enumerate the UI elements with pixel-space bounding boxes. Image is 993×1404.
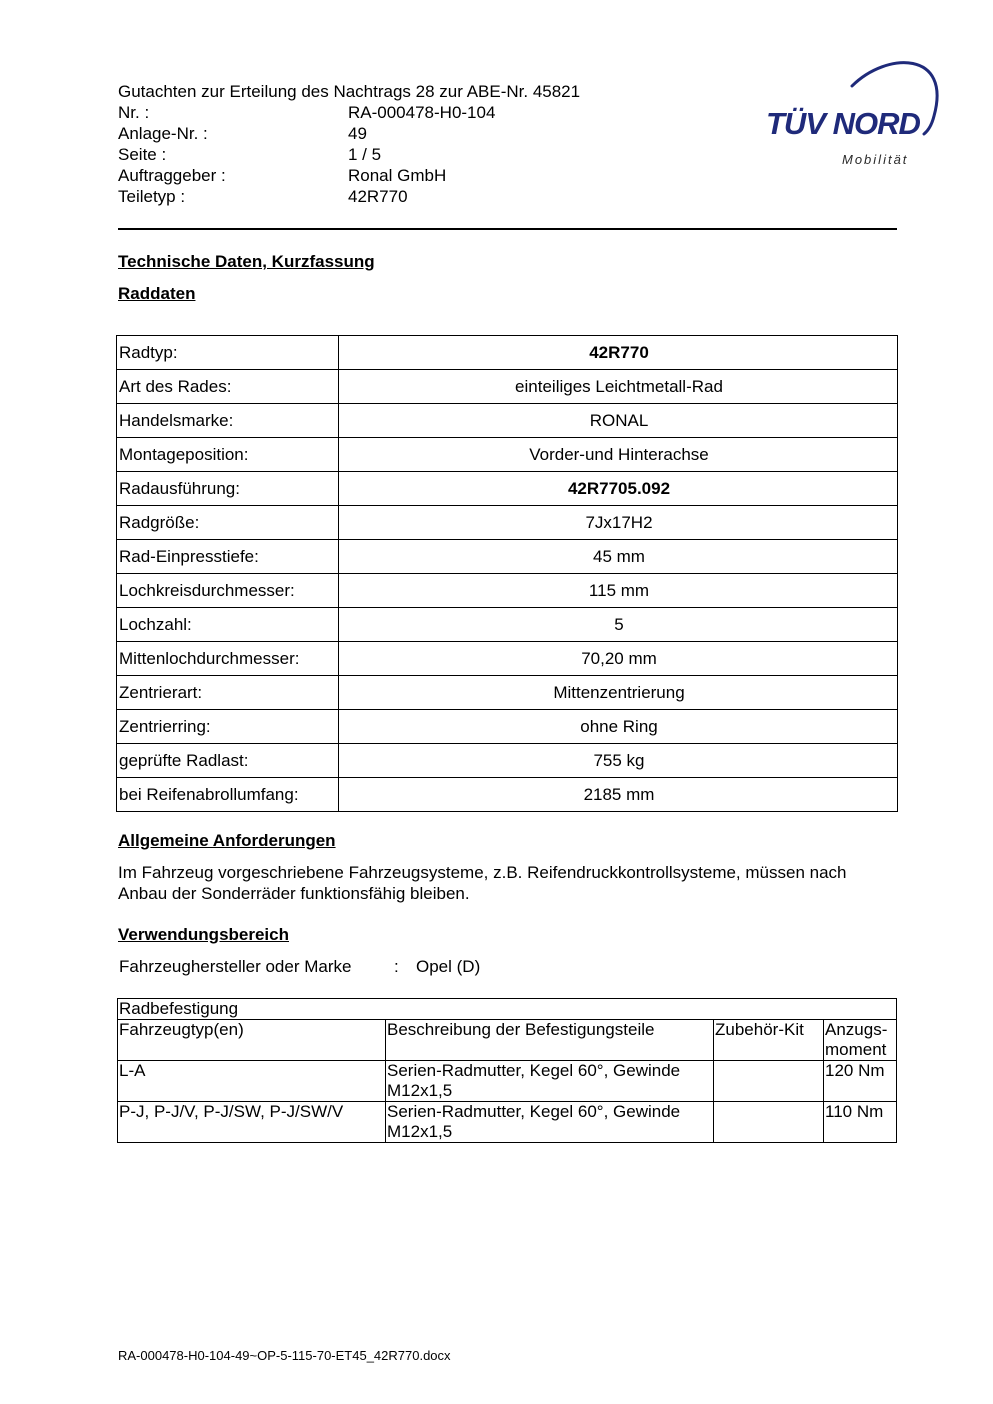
row-key: Art des Rades: bbox=[117, 370, 339, 404]
fixing-description: Serien-Radmutter, Kegel 60°, Gewinde M12x1,5 bbox=[386, 1102, 714, 1143]
row-key: Zentrierart: bbox=[117, 676, 339, 710]
table-row bbox=[118, 1102, 897, 1143]
column-header: Beschreibung der Befestigungsteile bbox=[386, 1020, 714, 1061]
table-row bbox=[117, 336, 898, 370]
header-divider bbox=[118, 228, 897, 230]
row-value: ohne Ring bbox=[339, 710, 898, 744]
row-value: 7Jx17H2 bbox=[339, 506, 898, 540]
row-key: Rad-Einpresstiefe: bbox=[117, 540, 339, 574]
tuev-nord-logo bbox=[762, 56, 942, 176]
section-heading-raddaten: Raddaten bbox=[118, 284, 196, 303]
table-row bbox=[117, 744, 898, 778]
row-value: 755 kg bbox=[339, 744, 898, 778]
header-label: Nr. : bbox=[118, 103, 150, 122]
section-heading-verwendung: Verwendungsbereich bbox=[118, 925, 289, 944]
table-row bbox=[117, 642, 898, 676]
table-row bbox=[117, 676, 898, 710]
header-row-anlage bbox=[118, 123, 678, 144]
header-label: Auftraggeber : bbox=[118, 166, 226, 185]
header-row-seite bbox=[118, 144, 678, 165]
row-key: Zentrierring: bbox=[117, 710, 339, 744]
logo-subtitle: Mobilität bbox=[842, 152, 909, 167]
document-header bbox=[118, 81, 678, 207]
row-key: Lochkreisdurchmesser: bbox=[117, 574, 339, 608]
section-heading-allgemein: Allgemeine Anforderungen bbox=[118, 831, 336, 850]
header-row-auftraggeber bbox=[118, 165, 678, 186]
accessory-kit bbox=[714, 1061, 824, 1102]
fixing-description: Serien-Radmutter, Kegel 60°, Gewinde M12x1,5 bbox=[386, 1061, 714, 1102]
row-value: 2185 mm bbox=[339, 778, 898, 812]
table-row bbox=[117, 608, 898, 642]
table-row bbox=[117, 404, 898, 438]
table-title-row bbox=[118, 999, 897, 1020]
requirements-text: Im Fahrzeug vorgeschriebene Fahrzeugsysteme, z.B. Reifendruckkontrollsysteme, müssen nach Anbau der Sonderräder funktionsfähig bleiben. bbox=[118, 863, 847, 903]
table-row bbox=[117, 506, 898, 540]
row-key: Radgröße: bbox=[117, 506, 339, 540]
header-label: Anlage-Nr. : bbox=[118, 124, 208, 143]
row-value: 42R770 bbox=[339, 336, 898, 370]
header-value: Ronal GmbH bbox=[348, 166, 447, 185]
table-row bbox=[117, 370, 898, 404]
row-key: Radausführung: bbox=[117, 472, 339, 506]
row-value: 45 mm bbox=[339, 540, 898, 574]
header-value: 1 / 5 bbox=[348, 145, 382, 164]
wheel-fixing-table bbox=[117, 998, 897, 1143]
row-value: einteiliges Leichtmetall-Rad bbox=[339, 370, 898, 404]
row-key: Handelsmarke: bbox=[117, 404, 339, 438]
table-header-row bbox=[118, 1020, 897, 1061]
header-value: 42R770 bbox=[348, 187, 408, 206]
table-row bbox=[117, 778, 898, 812]
row-key: bei Reifenabrollumfang: bbox=[117, 778, 339, 812]
maker-separator: : bbox=[394, 957, 399, 976]
file-name-footer: RA-000478-H0-104-49~OP-5-115-70-ET45_42R770.docx bbox=[118, 1348, 451, 1363]
header-label: Teiletyp : bbox=[118, 187, 186, 206]
vehicle-maker-line bbox=[119, 956, 480, 978]
row-value: Vorder-und Hinterachse bbox=[339, 438, 898, 472]
table-row bbox=[117, 472, 898, 506]
row-value: 115 mm bbox=[339, 574, 898, 608]
maker-value: Opel (D) bbox=[416, 957, 481, 976]
row-value: 5 bbox=[339, 608, 898, 642]
header-row-teiletyp bbox=[118, 186, 678, 207]
table-row bbox=[117, 438, 898, 472]
row-key: geprüfte Radlast: bbox=[117, 744, 339, 778]
table-row bbox=[117, 710, 898, 744]
maker-label: Fahrzeughersteller oder Marke bbox=[119, 957, 352, 976]
column-header: Anzugs-moment bbox=[824, 1020, 897, 1061]
row-value: 70,20 mm bbox=[339, 642, 898, 676]
row-key: Lochzahl: bbox=[117, 608, 339, 642]
row-value: RONAL bbox=[339, 404, 898, 438]
section-heading-tech: Technische Daten, Kurzfassung bbox=[118, 252, 375, 271]
table-row bbox=[117, 540, 898, 574]
header-label: Seite : bbox=[118, 145, 167, 164]
header-value: RA-000478-H0-104 bbox=[348, 103, 496, 122]
table-row bbox=[117, 574, 898, 608]
wheel-data-table bbox=[116, 335, 898, 812]
table-row bbox=[118, 1061, 897, 1102]
vehicle-type: P-J, P-J/V, P-J/SW, P-J/SW/V bbox=[118, 1102, 386, 1143]
column-header: Fahrzeugtyp(en) bbox=[118, 1020, 386, 1061]
header-title: Gutachten zur Erteilung des Nachtrags 28 zur ABE-Nr. 45821 bbox=[118, 82, 581, 101]
row-key: Mittenlochdurchmesser: bbox=[117, 642, 339, 676]
torque: 110 Nm bbox=[824, 1102, 897, 1143]
fixing-title: Radbefestigung bbox=[118, 999, 897, 1020]
header-value: 49 bbox=[348, 124, 367, 143]
row-value: 42R7705.092 bbox=[339, 472, 898, 506]
column-header: Zubehör-Kit bbox=[714, 1020, 824, 1061]
row-value: Mittenzentrierung bbox=[339, 676, 898, 710]
vehicle-type: L-A bbox=[118, 1061, 386, 1102]
row-key: Montageposition: bbox=[117, 438, 339, 472]
accessory-kit bbox=[714, 1102, 824, 1143]
torque: 120 Nm bbox=[824, 1061, 897, 1102]
row-key: Radtyp: bbox=[117, 336, 339, 370]
logo-brand: TÜV NORD bbox=[766, 106, 920, 141]
header-row-nr bbox=[118, 102, 678, 123]
